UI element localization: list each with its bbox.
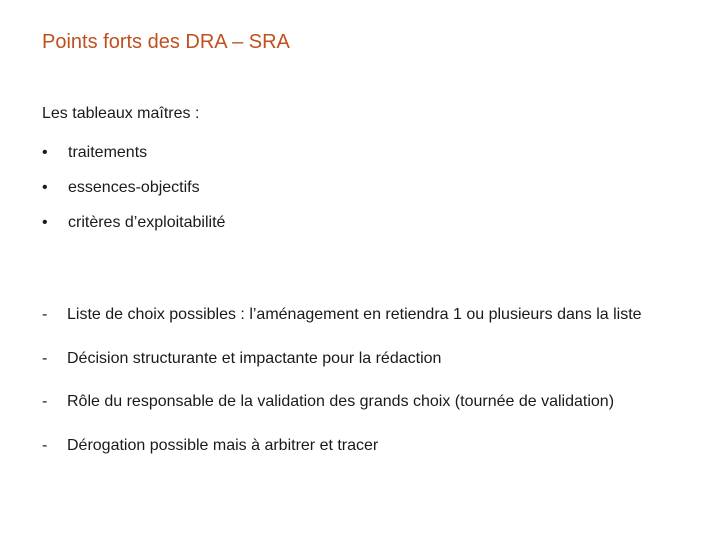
bullet-text: critères d’exploitabilité: [68, 214, 226, 231]
dash-list: [42, 305, 642, 479]
dash-text: Liste de choix possibles : l’aménagement en retiendra 1 ou plusieurs dans la liste: [67, 306, 642, 323]
bullet-item: [42, 213, 225, 248]
dash-item: [42, 436, 642, 480]
dash-text: Rôle du responsable de la validation des grands choix (tournée de validation): [67, 393, 615, 410]
dash-text: Décision structurante et impactante pour la rédaction: [67, 349, 442, 367]
bullet-text: traitements: [68, 144, 148, 161]
dash-item: [42, 392, 642, 436]
bullet-marker: •: [42, 144, 48, 161]
dash-item: [42, 349, 642, 393]
slide-title: Points forts des DRA – SRA: [42, 31, 290, 53]
dash-item: [42, 305, 642, 349]
dash-marker: -: [42, 306, 48, 323]
bullet-list: [42, 143, 225, 248]
bullet-text: essences-objectifs: [68, 179, 200, 196]
dash-marker: -: [42, 393, 48, 410]
intro-text: Les tableaux maîtres :: [42, 105, 200, 122]
bullet-item: [42, 178, 225, 213]
dash-text: Dérogation possible mais à arbitrer et tracer: [67, 436, 379, 454]
bullet-marker: •: [42, 214, 48, 231]
bullet-marker: •: [42, 179, 48, 196]
bullet-item: [42, 143, 225, 178]
dash-marker: -: [42, 436, 48, 454]
dash-marker: -: [42, 349, 48, 367]
